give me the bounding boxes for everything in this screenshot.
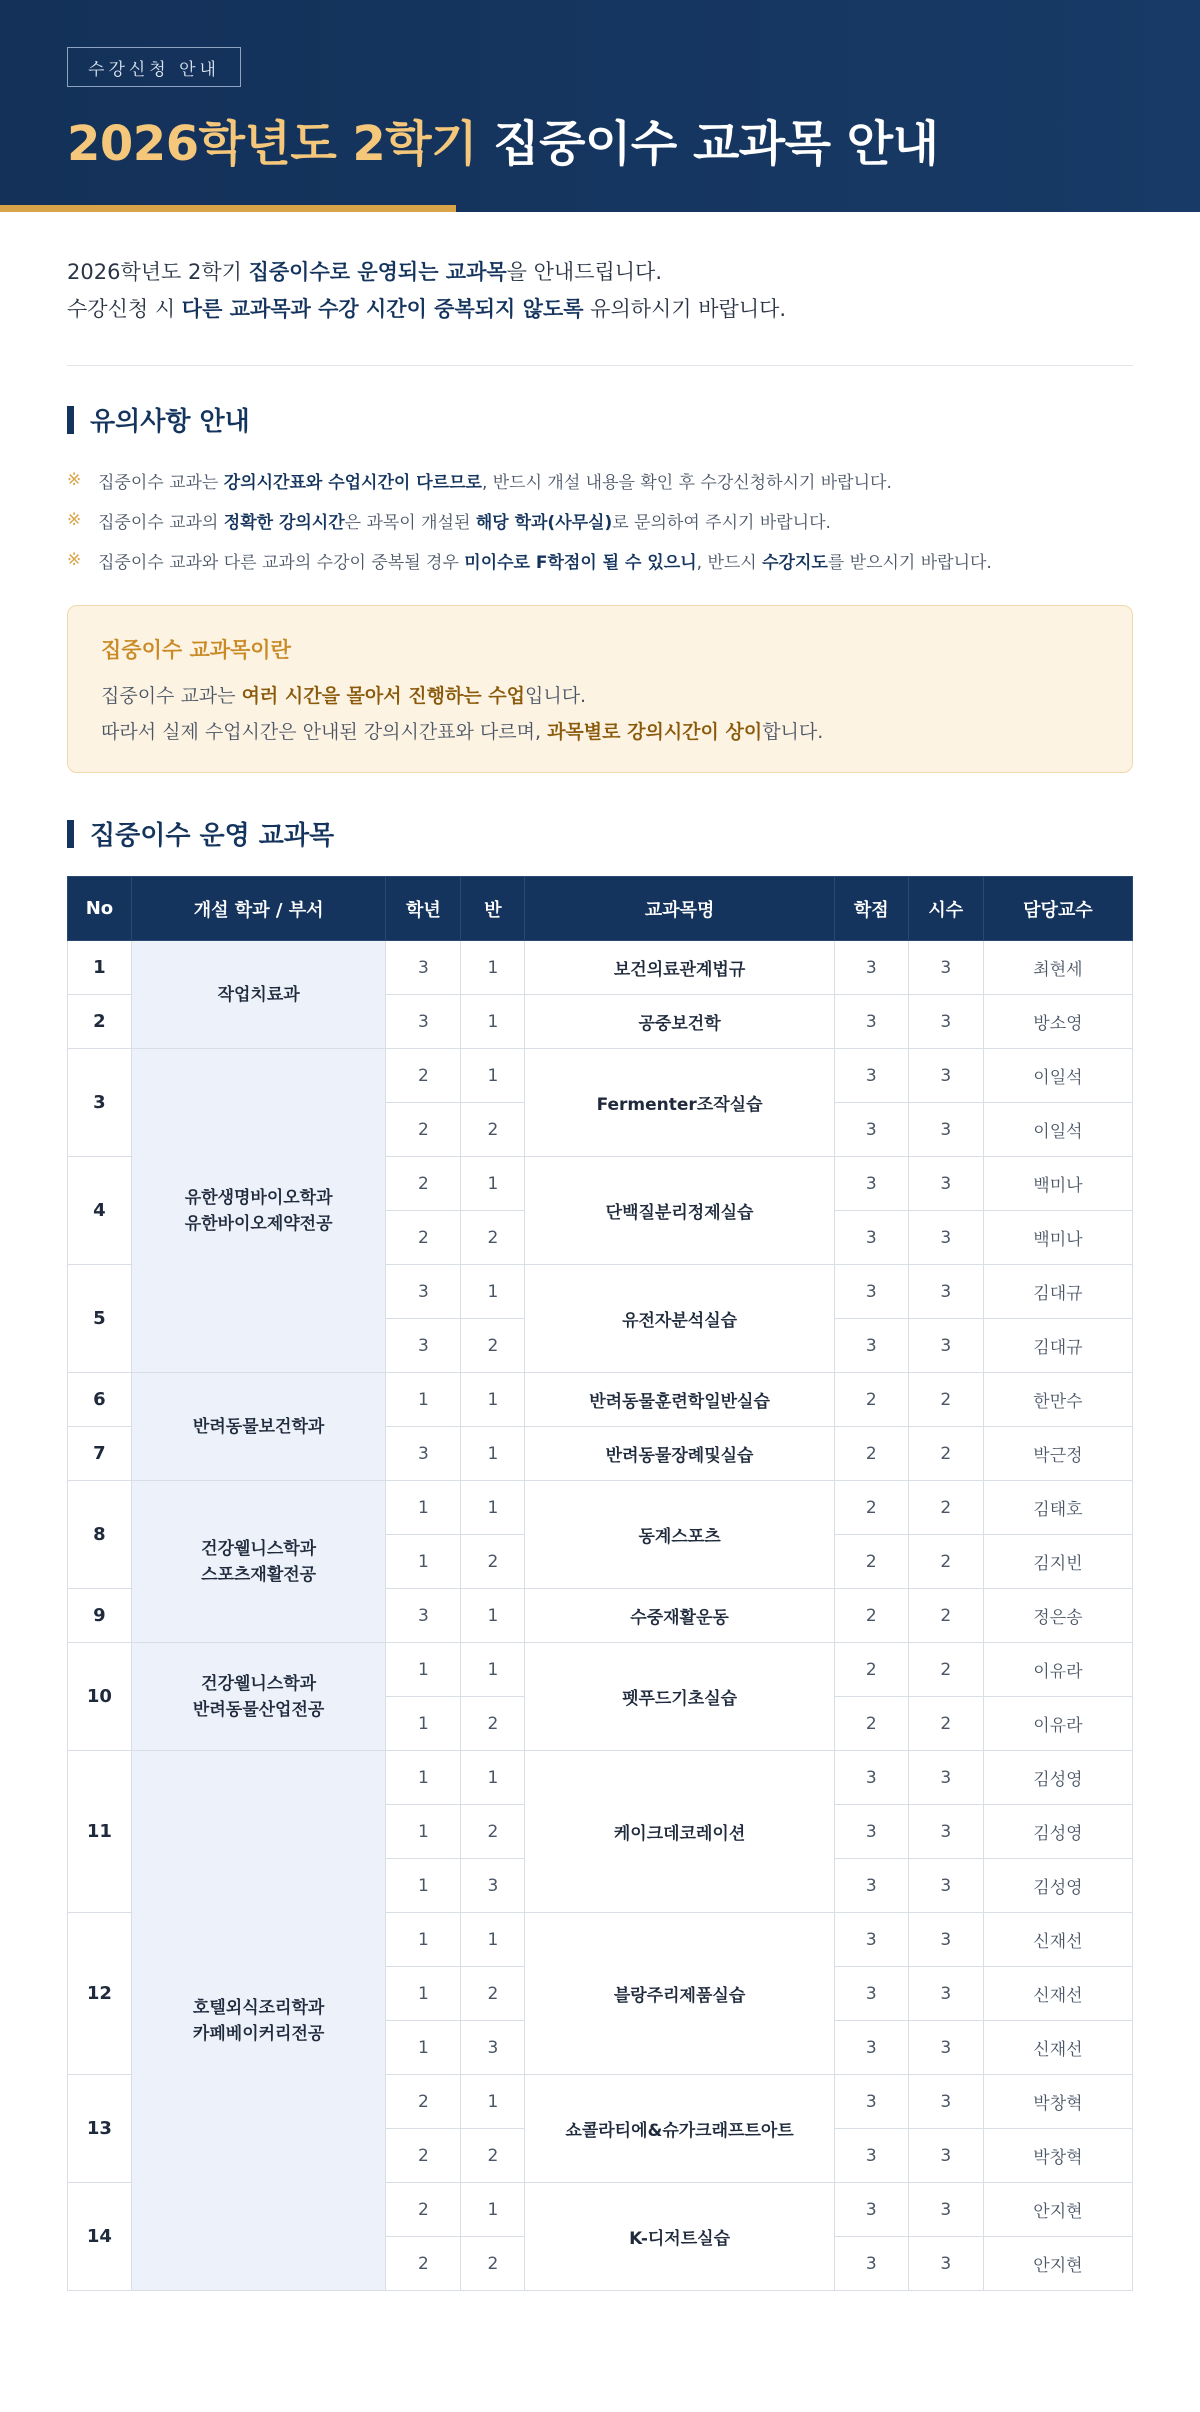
body-text: 수강신청 시 bbox=[67, 297, 182, 321]
notice-item bbox=[67, 500, 1133, 540]
cell-hours: 3 bbox=[908, 2021, 983, 2075]
body-text: 따라서 실제 수업시간은 안내된 강의시간표와 다르며, bbox=[101, 721, 548, 743]
column-header: 시수 bbox=[908, 877, 983, 941]
cell-class: 1 bbox=[461, 1373, 525, 1427]
cell-credit: 3 bbox=[834, 2237, 908, 2291]
note-marker-icon: ※ bbox=[67, 550, 82, 570]
column-header: 반 bbox=[461, 877, 525, 941]
cell-no: 4 bbox=[68, 1157, 132, 1265]
cell-grade: 1 bbox=[386, 1805, 461, 1859]
emphasis-text: 해당 학과(사무실) bbox=[475, 512, 613, 533]
table-row bbox=[68, 1049, 1133, 1103]
cell-credit: 3 bbox=[834, 995, 908, 1049]
notice-item-text bbox=[98, 508, 831, 533]
cell-no: 14 bbox=[68, 2183, 132, 2291]
cell-grade: 1 bbox=[386, 2021, 461, 2075]
emphasis-text: 과목별로 강의시간이 상이 bbox=[547, 721, 763, 743]
cell-hours: 2 bbox=[908, 1535, 983, 1589]
cell-grade: 2 bbox=[386, 2075, 461, 2129]
body-text: 집중이수 교과는 bbox=[98, 472, 224, 493]
notice-item bbox=[67, 460, 1133, 500]
cell-class: 1 bbox=[461, 1265, 525, 1319]
cell-course-name: 펫푸드기초실습 bbox=[525, 1643, 834, 1751]
cell-hours: 3 bbox=[908, 1049, 983, 1103]
cell-professor: 이일석 bbox=[983, 1103, 1132, 1157]
cell-hours: 2 bbox=[908, 1481, 983, 1535]
cell-no: 2 bbox=[68, 995, 132, 1049]
column-header: 학점 bbox=[834, 877, 908, 941]
cell-hours: 2 bbox=[908, 1589, 983, 1643]
column-header: 개설 학과 / 부서 bbox=[131, 877, 385, 941]
emphasis-text: 수강지도 bbox=[762, 552, 828, 573]
table-body bbox=[68, 941, 1133, 2291]
notice-list bbox=[67, 460, 1133, 580]
cell-professor: 김성영 bbox=[983, 1751, 1132, 1805]
cell-no: 7 bbox=[68, 1427, 132, 1481]
cell-credit: 2 bbox=[834, 1373, 908, 1427]
cell-hours: 3 bbox=[908, 1751, 983, 1805]
cell-class: 2 bbox=[461, 1697, 525, 1751]
cell-credit: 3 bbox=[834, 2183, 908, 2237]
note-marker-icon: ※ bbox=[67, 470, 82, 490]
cell-class: 1 bbox=[461, 1589, 525, 1643]
table-header-row bbox=[68, 877, 1133, 941]
emphasis-text: 집중이수로 운영되는 교과목 bbox=[248, 260, 507, 284]
table-row bbox=[68, 1481, 1133, 1535]
column-header: 교과목명 bbox=[525, 877, 834, 941]
cell-no: 6 bbox=[68, 1373, 132, 1427]
cell-class: 1 bbox=[461, 995, 525, 1049]
cell-professor: 김대규 bbox=[983, 1319, 1132, 1373]
cell-department: 작업치료과 bbox=[131, 941, 385, 1049]
body-text: 2026학년도 2학기 bbox=[67, 260, 249, 284]
cell-class: 1 bbox=[461, 2183, 525, 2237]
cell-grade: 3 bbox=[386, 941, 461, 995]
cell-department: 호텔외식조리학과 카페베이커리전공 bbox=[131, 1751, 385, 2291]
cell-grade: 1 bbox=[386, 1643, 461, 1697]
body-text: 은 과목이 개설된 bbox=[344, 512, 476, 533]
cell-class: 2 bbox=[461, 1103, 525, 1157]
cell-department: 유한생명바이오학과 유한바이오제약전공 bbox=[131, 1049, 385, 1373]
cell-class: 2 bbox=[461, 1805, 525, 1859]
cell-credit: 3 bbox=[834, 1913, 908, 1967]
cell-credit: 3 bbox=[834, 941, 908, 995]
cell-hours: 3 bbox=[908, 1319, 983, 1373]
column-header: 학년 bbox=[386, 877, 461, 941]
cell-class: 1 bbox=[461, 1643, 525, 1697]
cell-credit: 3 bbox=[834, 1103, 908, 1157]
notice-item bbox=[67, 540, 1133, 580]
cell-class: 2 bbox=[461, 1967, 525, 2021]
course-table bbox=[67, 876, 1133, 2291]
cell-credit: 3 bbox=[834, 1049, 908, 1103]
emphasis-text: 미이수로 F학점이 될 수 있으니 bbox=[464, 552, 697, 573]
cell-course-name: Fermenter조작실습 bbox=[525, 1049, 834, 1157]
cell-hours: 2 bbox=[908, 1373, 983, 1427]
table-section-title bbox=[67, 815, 1133, 852]
cell-grade: 1 bbox=[386, 1751, 461, 1805]
cell-grade: 2 bbox=[386, 2237, 461, 2291]
cell-hours: 3 bbox=[908, 1967, 983, 2021]
main-content bbox=[0, 254, 1200, 2291]
notice-item-text bbox=[98, 468, 892, 493]
cell-grade: 3 bbox=[386, 1589, 461, 1643]
cell-grade: 1 bbox=[386, 1481, 461, 1535]
cell-hours: 3 bbox=[908, 1805, 983, 1859]
cell-professor: 백미나 bbox=[983, 1157, 1132, 1211]
page-title-rest: 집중이수 교과목 안내 bbox=[477, 116, 939, 172]
cell-hours: 3 bbox=[908, 1913, 983, 1967]
cell-grade: 2 bbox=[386, 1157, 461, 1211]
cell-hours: 3 bbox=[908, 941, 983, 995]
cell-hours: 3 bbox=[908, 1211, 983, 1265]
cell-course-name: 케이크데코레이션 bbox=[525, 1751, 834, 1913]
body-text: 입니다. bbox=[524, 685, 587, 707]
cell-professor: 신재선 bbox=[983, 1913, 1132, 1967]
cell-hours: 2 bbox=[908, 1427, 983, 1481]
cell-no: 10 bbox=[68, 1643, 132, 1751]
cell-class: 2 bbox=[461, 1319, 525, 1373]
callout-line-1 bbox=[101, 678, 1099, 714]
cell-grade: 3 bbox=[386, 1319, 461, 1373]
column-header: No bbox=[68, 877, 132, 941]
cell-grade: 1 bbox=[386, 1697, 461, 1751]
header-accent-line bbox=[0, 205, 456, 212]
cell-course-name: 쇼콜라티에&슈가크래프트아트 bbox=[525, 2075, 834, 2183]
cell-class: 2 bbox=[461, 1535, 525, 1589]
cell-class: 1 bbox=[461, 941, 525, 995]
cell-credit: 3 bbox=[834, 2129, 908, 2183]
cell-class: 2 bbox=[461, 2237, 525, 2291]
cell-hours: 3 bbox=[908, 1157, 983, 1211]
cell-professor: 방소영 bbox=[983, 995, 1132, 1049]
cell-credit: 2 bbox=[834, 1427, 908, 1481]
cell-class: 3 bbox=[461, 1859, 525, 1913]
cell-course-name: 블랑주리제품실습 bbox=[525, 1913, 834, 2075]
cell-no: 13 bbox=[68, 2075, 132, 2183]
cell-grade: 1 bbox=[386, 1535, 461, 1589]
cell-professor: 김지빈 bbox=[983, 1535, 1132, 1589]
cell-hours: 3 bbox=[908, 1859, 983, 1913]
cell-department: 건강웰니스학과 스포츠재활전공 bbox=[131, 1481, 385, 1643]
cell-class: 2 bbox=[461, 2129, 525, 2183]
cell-credit: 3 bbox=[834, 1157, 908, 1211]
column-header: 담당교수 bbox=[983, 877, 1132, 941]
body-text: 집중이수 교과는 bbox=[101, 685, 242, 707]
cell-credit: 3 bbox=[834, 1211, 908, 1265]
cell-grade: 1 bbox=[386, 1967, 461, 2021]
cell-professor: 이유라 bbox=[983, 1643, 1132, 1697]
notice-item-text bbox=[98, 548, 992, 573]
cell-credit: 2 bbox=[834, 1481, 908, 1535]
cell-hours: 3 bbox=[908, 1103, 983, 1157]
cell-class: 3 bbox=[461, 2021, 525, 2075]
cell-class: 1 bbox=[461, 1913, 525, 1967]
cell-grade: 1 bbox=[386, 1859, 461, 1913]
cell-grade: 1 bbox=[386, 1373, 461, 1427]
cell-no: 8 bbox=[68, 1481, 132, 1589]
cell-professor: 김대규 bbox=[983, 1265, 1132, 1319]
note-marker-icon: ※ bbox=[67, 510, 82, 530]
cell-course-name: 공중보건학 bbox=[525, 995, 834, 1049]
cell-hours: 2 bbox=[908, 1697, 983, 1751]
cell-hours: 3 bbox=[908, 1265, 983, 1319]
cell-credit: 2 bbox=[834, 1697, 908, 1751]
cell-hours: 3 bbox=[908, 2129, 983, 2183]
cell-professor: 안지현 bbox=[983, 2237, 1132, 2291]
cell-class: 2 bbox=[461, 1211, 525, 1265]
cell-no: 12 bbox=[68, 1913, 132, 2075]
definition-callout bbox=[67, 605, 1133, 773]
cell-class: 1 bbox=[461, 2075, 525, 2129]
callout-title: 집중이수 교과목이란 bbox=[101, 638, 291, 662]
cell-credit: 3 bbox=[834, 1805, 908, 1859]
cell-professor: 안지현 bbox=[983, 2183, 1132, 2237]
page-title bbox=[67, 105, 939, 174]
cell-grade: 3 bbox=[386, 1427, 461, 1481]
cell-hours: 3 bbox=[908, 2237, 983, 2291]
table-title-text: 집중이수 운영 교과목 bbox=[90, 821, 335, 851]
cell-hours: 3 bbox=[908, 2183, 983, 2237]
table-row bbox=[68, 1751, 1133, 1805]
body-text: 합니다. bbox=[762, 721, 824, 743]
emphasis-text: 정확한 강의시간 bbox=[223, 512, 345, 533]
cell-class: 1 bbox=[461, 1427, 525, 1481]
cell-professor: 신재선 bbox=[983, 2021, 1132, 2075]
emphasis-text: 다른 교과목과 수강 시간이 중복되지 않도록 bbox=[181, 297, 584, 321]
body-text: , 반드시 bbox=[696, 552, 763, 573]
body-text: , 반드시 개설 내용을 확인 후 수강신청하시기 바랍니다. bbox=[481, 472, 892, 493]
cell-class: 1 bbox=[461, 1157, 525, 1211]
cell-no: 11 bbox=[68, 1751, 132, 1913]
cell-grade: 2 bbox=[386, 2183, 461, 2237]
cell-grade: 1 bbox=[386, 1913, 461, 1967]
cell-hours: 3 bbox=[908, 995, 983, 1049]
cell-department: 건강웰니스학과 반려동물산업전공 bbox=[131, 1643, 385, 1751]
registration-badge: 수강신청 안내 bbox=[67, 47, 241, 87]
section-title-bar bbox=[67, 820, 74, 848]
body-text: 유의하시기 바랍니다. bbox=[583, 297, 787, 321]
section-divider bbox=[67, 365, 1133, 366]
cell-grade: 2 bbox=[386, 1211, 461, 1265]
cell-credit: 2 bbox=[834, 1535, 908, 1589]
cell-grade: 3 bbox=[386, 995, 461, 1049]
cell-credit: 2 bbox=[834, 1589, 908, 1643]
page-title-highlight: 2026학년도 2학기 bbox=[67, 116, 478, 172]
cell-professor: 이유라 bbox=[983, 1697, 1132, 1751]
body-text: 로 문의하여 주시기 바랍니다. bbox=[612, 512, 831, 533]
intro-line-1 bbox=[67, 254, 1133, 291]
cell-hours: 3 bbox=[908, 2075, 983, 2129]
cell-credit: 3 bbox=[834, 1859, 908, 1913]
cell-grade: 2 bbox=[386, 1103, 461, 1157]
cell-credit: 3 bbox=[834, 1319, 908, 1373]
cell-class: 1 bbox=[461, 1481, 525, 1535]
cell-credit: 3 bbox=[834, 2021, 908, 2075]
cell-class: 1 bbox=[461, 1751, 525, 1805]
body-text: 를 받으시기 바랍니다. bbox=[827, 552, 992, 573]
cell-no: 5 bbox=[68, 1265, 132, 1373]
cell-hours: 2 bbox=[908, 1643, 983, 1697]
cell-professor: 김성영 bbox=[983, 1859, 1132, 1913]
page-header bbox=[0, 0, 1200, 212]
notice-section-title bbox=[67, 401, 1133, 438]
emphasis-text: 여러 시간을 몰아서 진행하는 수업 bbox=[241, 685, 525, 707]
cell-course-name: 수중재활운동 bbox=[525, 1589, 834, 1643]
cell-professor: 한만수 bbox=[983, 1373, 1132, 1427]
cell-professor: 신재선 bbox=[983, 1967, 1132, 2021]
cell-no: 3 bbox=[68, 1049, 132, 1157]
cell-professor: 박창혁 bbox=[983, 2129, 1132, 2183]
cell-no: 1 bbox=[68, 941, 132, 995]
cell-credit: 3 bbox=[834, 1265, 908, 1319]
intro-line-2 bbox=[67, 291, 1133, 328]
cell-department: 반려동물보건학과 bbox=[131, 1373, 385, 1481]
notice-title-text: 유의사항 안내 bbox=[90, 407, 250, 437]
cell-no: 9 bbox=[68, 1589, 132, 1643]
cell-credit: 3 bbox=[834, 2075, 908, 2129]
body-text: 집중이수 교과와 다른 교과의 수강이 중복될 경우 bbox=[98, 552, 465, 573]
cell-course-name: 반려동물훈련학일반실습 bbox=[525, 1373, 834, 1427]
body-text: 을 안내드립니다. bbox=[506, 260, 663, 284]
cell-professor: 최현세 bbox=[983, 941, 1132, 995]
cell-grade: 2 bbox=[386, 2129, 461, 2183]
table-row bbox=[68, 941, 1133, 995]
table-row bbox=[68, 1373, 1133, 1427]
cell-grade: 2 bbox=[386, 1049, 461, 1103]
table-row bbox=[68, 1643, 1133, 1697]
cell-course-name: 반려동물장례및실습 bbox=[525, 1427, 834, 1481]
cell-professor: 백미나 bbox=[983, 1211, 1132, 1265]
section-title-bar bbox=[67, 406, 74, 434]
cell-credit: 3 bbox=[834, 1967, 908, 2021]
cell-professor: 이일석 bbox=[983, 1049, 1132, 1103]
cell-professor: 박창혁 bbox=[983, 2075, 1132, 2129]
cell-class: 1 bbox=[461, 1049, 525, 1103]
cell-course-name: K-디저트실습 bbox=[525, 2183, 834, 2291]
intro-text bbox=[67, 254, 1133, 328]
cell-course-name: 보건의료관계법규 bbox=[525, 941, 834, 995]
callout-line-2 bbox=[101, 714, 1099, 750]
cell-course-name: 단백질분리정제실습 bbox=[525, 1157, 834, 1265]
cell-course-name: 유전자분석실습 bbox=[525, 1265, 834, 1373]
cell-professor: 김성영 bbox=[983, 1805, 1132, 1859]
cell-professor: 김태호 bbox=[983, 1481, 1132, 1535]
cell-professor: 박근정 bbox=[983, 1427, 1132, 1481]
cell-grade: 3 bbox=[386, 1265, 461, 1319]
cell-credit: 3 bbox=[834, 1751, 908, 1805]
cell-credit: 2 bbox=[834, 1643, 908, 1697]
body-text: 집중이수 교과의 bbox=[98, 512, 224, 533]
cell-course-name: 동계스포츠 bbox=[525, 1481, 834, 1589]
emphasis-text: 강의시간표와 수업시간이 다르므로 bbox=[223, 472, 482, 493]
cell-professor: 정은송 bbox=[983, 1589, 1132, 1643]
